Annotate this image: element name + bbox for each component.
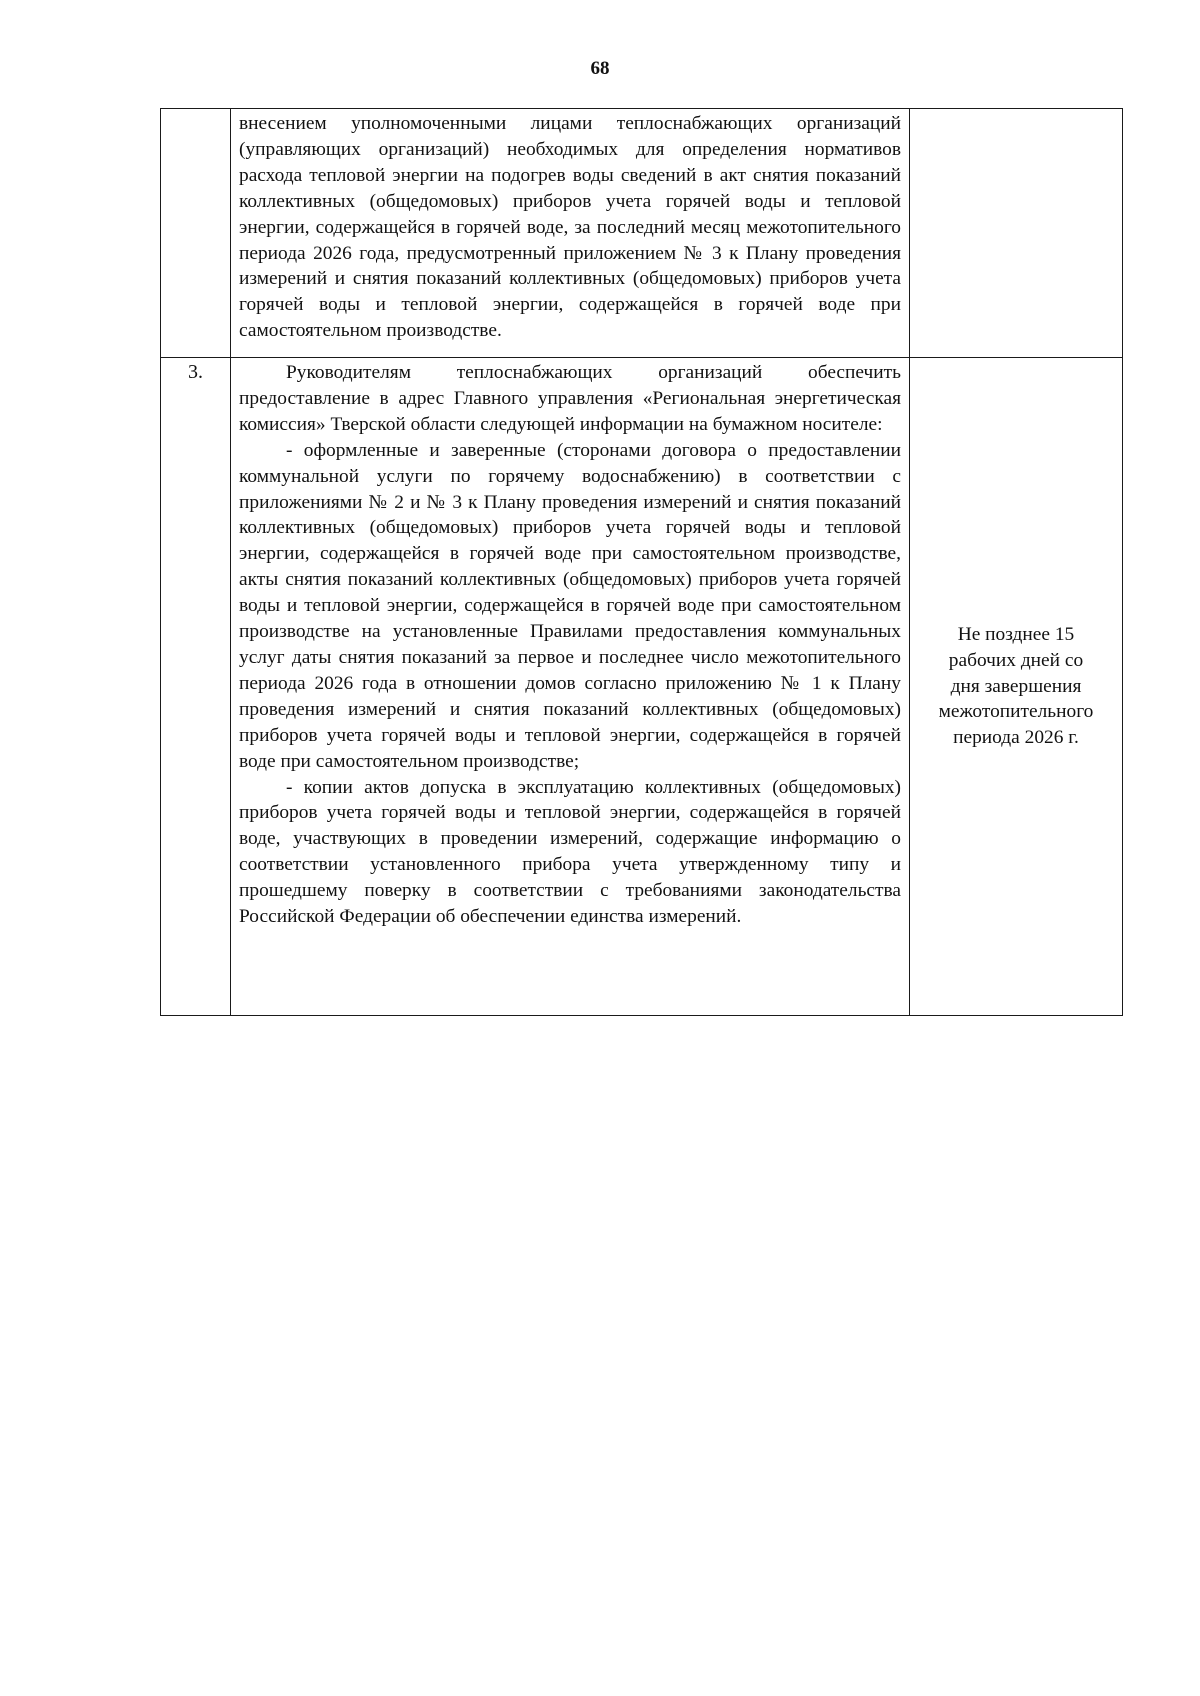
measure-paragraph: - копии актов допуска в эксплуатацию коллективных (общедомовых) приборов учета горячей воды и тепловой энергии, содержащейся в горячей воде, участвующих в проведении измерений, содержащие информацию о соответствии установленного прибора учета утвержденному типу и прошедшему поверку в соответствии с требованиями законодательства Российской Федерации об обеспечении единства измерений. xyxy=(239,776,901,928)
plan-table xyxy=(160,108,1123,1016)
row-number-cell: 3. xyxy=(161,358,231,1016)
term-cell xyxy=(910,109,1123,358)
measure-cell xyxy=(231,109,910,358)
term-cell xyxy=(910,358,1123,1016)
deadline-line: межотопительного xyxy=(938,701,1094,723)
deadline-line: Не позднее 15 xyxy=(957,623,1075,645)
measure-paragraph: Руководителям теплоснабжающих организаций обеспечить предоставление в адрес Главного управления «Региональная энергетическая комиссия» Тверской области следующей информации на бумажном носителе: xyxy=(239,362,901,435)
deadline-line: периода 2026 г. xyxy=(953,727,1079,749)
measure-paragraph: - оформленные и заверенные (сторонами договора о предоставлении коммунальной услуги по горячему водоснабжению) в соответствии с приложениями № 2 и № 3 к Плану проведения измерений и снятия показаний коллективных (общедомовых) приборов учета горячей воды и тепловой энергии, содержащейся в горячей воде при самостоятельном производстве, акты снятия показаний коллективных (общедомовых) приборов учета горячей воды и тепловой энергии, содержащейся в горячей воде при самостоятельном производстве на установленные Правилами предоставления коммунальных услуг даты снятия показаний за первое и последнее число межотопительного периода 2026 года в отношении домов согласно приложению № 1 к Плану проведения измерений и снятия показаний коллективных (общедомовых) приборов учета горячей воды и тепловой энергии, содержащейся в горячей воде при самостоятельном производстве; xyxy=(239,439,901,772)
table-row xyxy=(161,358,1123,1016)
measure-paragraph: внесением уполномоченными лицами теплоснабжающих организаций (управляющих организаций) необходимых для определения нормативов расхода тепловой энергии на подогрев воды сведений в акт снятия показаний коллективных (общедомовых) приборов учета горячей воды и тепловой энергии, содержащейся в горячей воде, за последний месяц межотопительного периода 2026 года, предусмотренный приложением № 3 к Плану проведения измерений и снятия показаний коллективных (общедомовых) приборов учета горячей воды и тепловой энергии, содержащейся в горячей воде при самостоятельном производстве. xyxy=(239,113,901,342)
deadline-line: дня завершения xyxy=(950,675,1082,697)
measure-cell xyxy=(231,358,910,1016)
deadline-line: рабочих дней со xyxy=(948,649,1084,671)
row-number-cell xyxy=(161,109,231,358)
table-row xyxy=(161,109,1123,358)
deadline-text xyxy=(910,622,1122,752)
page-number: 68 xyxy=(590,58,610,79)
